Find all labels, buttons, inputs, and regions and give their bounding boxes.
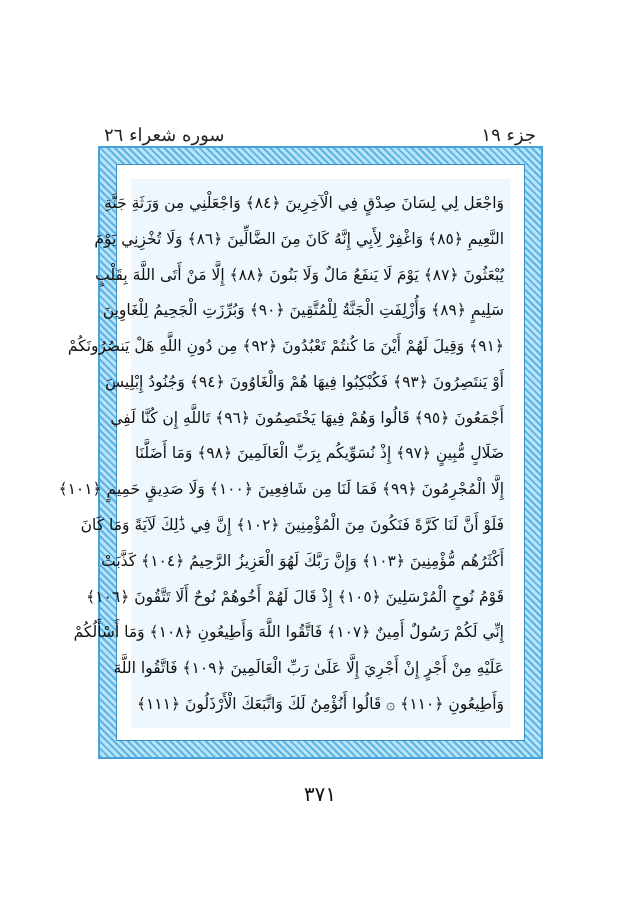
verse-line-10: فَلَوْ أَنَّ لَنَا كَرَّةً فَنَكُونَ مِنَ الْمُؤْمِنِينَ ﴿١٠٢﴾ إِنَّ فِي ذَٰلِكَ لَآيَةً وَمَا كَانَ [80, 516, 504, 535]
decorative-border [58, 146, 543, 759]
juz-label: جزء ١٩ [481, 124, 536, 146]
surah-label: سوره شعراء ٢٦ [104, 124, 225, 146]
verse-line-15: وَأَطِيعُونِ ﴿١١٠﴾ ۞ قَالُوا أَنُؤْمِنُ لَكَ وَاتَّبَعَكَ الْأَرْذَلُونَ ﴿١١١﴾ [136, 694, 504, 713]
verse-line-1: وَاجْعَل لِي لِسَانَ صِدْقٍ فِي الْآخِرِينَ ﴿٨٤﴾ وَاجْعَلْنِي مِن وَرَثَةِ جَنَّةِ [104, 194, 504, 212]
verse-line-6: أَوْ يَنتَصِرُونَ ﴿٩٣﴾ فَكُبْكِبُوا فِيهَا هُمْ وَالْغَاوُونَ ﴿٩٤﴾ وَجُنُودُ إِبْلِيسَ [105, 372, 504, 391]
verse-line-4: سَلِيمٍ ﴿٨٩﴾ وَأُزْلِفَتِ الْجَنَّةُ لِلْمُتَّقِينَ ﴿٩٠﴾ وَبُرِّزَتِ الْجَحِيمُ لِلْغَاوِينَ [102, 301, 504, 320]
verse-line-14: عَلَيْهِ مِنْ أَجْرٍ إِنْ أَجْرِيَ إِلَّا عَلَىٰ رَبِّ الْعَالَمِينَ ﴿١٠٩﴾ فَاتَّقُوا اللَّهَ [113, 659, 504, 678]
verse-line-3: يُبْعَثُونَ ﴿٨٧﴾ يَوْمَ لَا يَنفَعُ مَالٌ وَلَا بَنُونَ ﴿٨٨﴾ إِلَّا مَنْ أَتَى اللَّهَ بِقَلْبٍ [95, 265, 504, 284]
verse-line-9: إِلَّا الْمُجْرِمُونَ ﴿٩٩﴾ فَمَا لَنَا مِن شَافِعِينَ ﴿١٠٠﴾ وَلَا صَدِيقٍ حَمِيمٍ ﴿١٠١﴾ [58, 480, 504, 499]
inner-border [58, 164, 525, 741]
verse-line-8: ضَلَالٍ مُّبِينٍ ﴿٩٧﴾ إِذْ نُسَوِّيكُم بِرَبِّ الْعَالَمِينَ ﴿٩٨﴾ وَمَا أَضَلَّنَا [134, 444, 504, 463]
quran-text-block [58, 179, 510, 728]
verse-line-2: النَّعِيمِ ﴿٨٥﴾ وَاغْفِرْ لِأَبِي إِنَّهُ كَانَ مِنَ الضَّالِّينَ ﴿٨٦﴾ وَلَا تُخْزِنِي يَوْمَ [94, 229, 504, 248]
page-number: ٣٧١ [303, 782, 337, 806]
verse-line-13: إِنِّي لَكُمْ رَسُولٌ أَمِينٌ ﴿١٠٧﴾ فَاتَّقُوا اللَّهَ وَأَطِيعُونِ ﴿١٠٨﴾ وَمَا أَسْأَلُكُمْ [73, 623, 504, 642]
verse-line-12: قَوْمُ نُوحٍ الْمُرْسَلِينَ ﴿١٠٥﴾ إِذْ قَالَ لَهُمْ أَخُوهُمْ نُوحٌ أَلَا تَتَّقُونَ ﴿١٠٦﴾ [86, 587, 504, 606]
verse-line-7: أَجْمَعُونَ ﴿٩٥﴾ قَالُوا وَهُمْ فِيهَا يَخْتَصِمُونَ ﴿٩٦﴾ تَاللَّهِ إِن كُنَّا لَفِي [110, 408, 504, 427]
verse-line-5: ﴿٩١﴾ وَقِيلَ لَهُمْ أَيْنَ مَا كُنتُمْ تَعْبُدُونَ ﴿٩٢﴾ مِن دُونِ اللَّهِ هَلْ يَنصُرُونَكُمْ [67, 337, 504, 356]
verse-line-11: أَكْثَرُهُم مُّؤْمِنِينَ ﴿١٠٣﴾ وَإِنَّ رَبَّكَ لَهُوَ الْعَزِيزُ الرَّحِيمُ ﴿١٠٤﴾ كَذَّبَتْ [101, 551, 504, 570]
